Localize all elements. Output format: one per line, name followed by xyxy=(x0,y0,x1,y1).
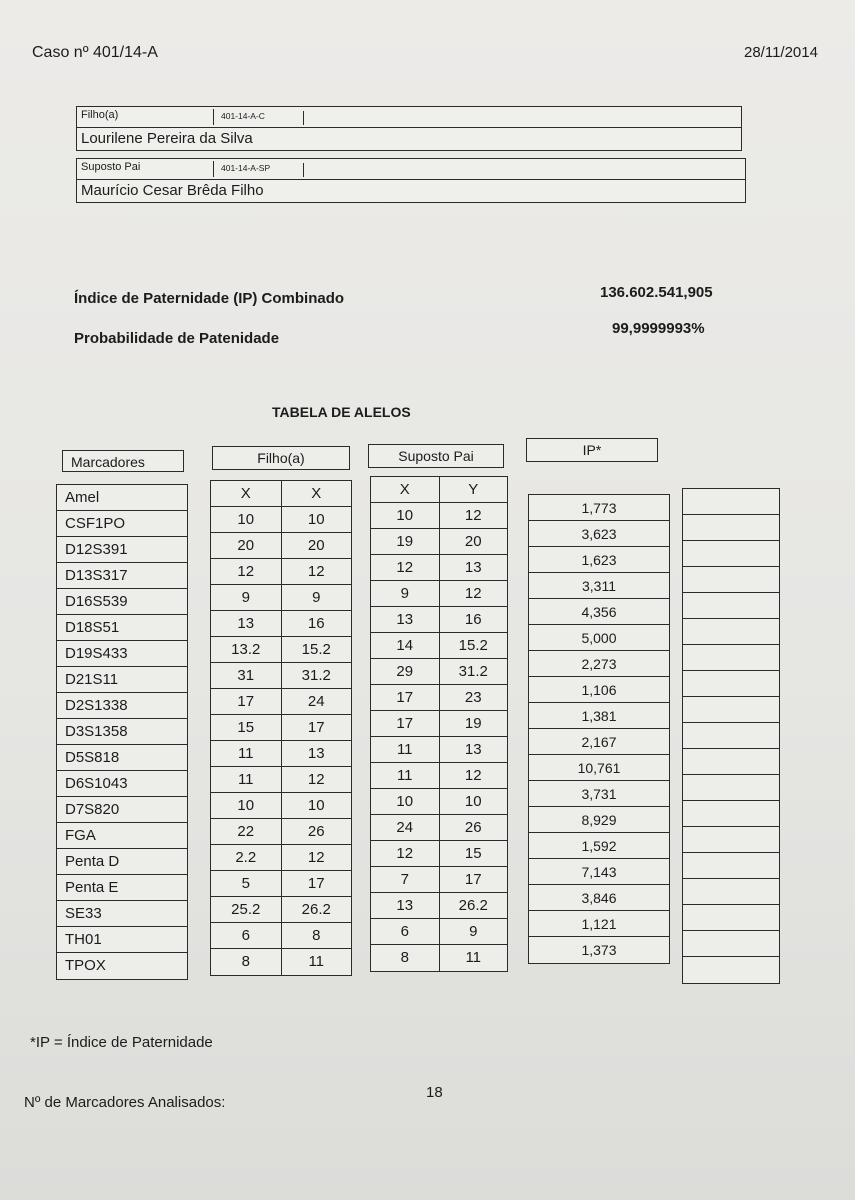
blank-cell xyxy=(683,541,779,567)
father-allele-row xyxy=(371,477,507,503)
marker-cell: D5S818 xyxy=(57,745,187,771)
father-allele-row xyxy=(371,763,507,789)
child-code: 401-14-A-C xyxy=(221,111,304,125)
child-allele-row xyxy=(211,533,351,559)
child-allele-cell: 26 xyxy=(307,823,325,840)
father-allele-cell: 7 xyxy=(371,867,440,892)
blank-cell xyxy=(683,671,779,697)
father-code: 401-14-A-SP xyxy=(221,163,304,177)
father-allele-cell: 29 xyxy=(371,659,440,684)
marker-cell: CSF1PO xyxy=(57,511,187,537)
probability-label: Probabilidade de Patenidade xyxy=(74,330,280,347)
marker-cell: D7S820 xyxy=(57,797,187,823)
father-allele-cell: 15.2 xyxy=(458,637,488,654)
child-allele-row xyxy=(211,819,351,845)
child-allele-row xyxy=(211,949,351,975)
child-allele-cell: 15.2 xyxy=(301,641,331,658)
blank-cell xyxy=(683,853,779,879)
blank-cell xyxy=(683,775,779,801)
marker-cell: Amel xyxy=(57,485,187,511)
father-allele-row xyxy=(371,607,507,633)
marker-cell: TPOX xyxy=(65,957,106,974)
father-allele-cell: 13 xyxy=(371,607,440,632)
ip-cell: 1,623 xyxy=(529,547,669,573)
father-allele-cell: 24 xyxy=(371,815,440,840)
child-allele-cell: 13.2 xyxy=(211,637,282,662)
blank-column xyxy=(682,488,780,984)
markers-column xyxy=(56,484,188,980)
child-allele-cell: 22 xyxy=(211,819,282,844)
child-allele-cell: 5 xyxy=(211,871,282,896)
blank-cell xyxy=(683,697,779,723)
child-allele-cell: 12 xyxy=(307,849,325,866)
marker-cell: Penta E xyxy=(57,875,187,901)
father-allele-cell: 14 xyxy=(371,633,440,658)
ip-value: 136.602.541,905 xyxy=(600,284,713,301)
marker-cell: SE33 xyxy=(57,901,187,927)
child-allele-cell: 11 xyxy=(211,741,282,766)
father-allele-row xyxy=(371,945,507,971)
ip-column xyxy=(528,494,670,964)
marker-cell: FGA xyxy=(57,823,187,849)
ip-cell: 3,623 xyxy=(529,521,669,547)
father-allele-row xyxy=(371,789,507,815)
marker-cell: D19S433 xyxy=(57,641,187,667)
father-allele-cell: 12 xyxy=(371,555,440,580)
father-allele-cell: X xyxy=(371,477,440,502)
ip-label: Índice de Paternidade (IP) Combinado xyxy=(74,290,345,307)
father-allele-row xyxy=(371,529,507,555)
child-allele-row xyxy=(211,793,351,819)
ip-cell: 10,761 xyxy=(529,755,669,781)
child-allele-row xyxy=(211,767,351,793)
child-allele-cell: 11 xyxy=(308,953,325,970)
case-number: Caso nº 401/14-A xyxy=(32,44,158,61)
father-allele-cell: 12 xyxy=(464,767,482,784)
child-label: Filho(a) xyxy=(81,109,214,125)
report-date: 28/11/2014 xyxy=(744,44,818,61)
child-allele-cell: 12 xyxy=(307,771,325,788)
child-allele-cell: 10 xyxy=(307,797,325,814)
child-allele-cell: 15 xyxy=(211,715,282,740)
father-label: Suposto Pai xyxy=(81,161,214,177)
father-allele-row xyxy=(371,841,507,867)
father-allele-cell: 13 xyxy=(464,559,482,576)
father-allele-cell: 12 xyxy=(464,585,482,602)
ip-cell: 3,311 xyxy=(529,573,669,599)
father-allele-cell: 23 xyxy=(464,689,482,706)
ip-cell: 8,929 xyxy=(529,807,669,833)
child-allele-cell: 17 xyxy=(307,719,325,736)
child-allele-row xyxy=(211,923,351,949)
ip-cell: 1,121 xyxy=(529,911,669,937)
marker-cell: D2S1338 xyxy=(57,693,187,719)
child-allele-cell: 10 xyxy=(211,793,282,818)
father-allele-cell: 10 xyxy=(371,503,440,528)
father-allele-cell: 8 xyxy=(371,945,440,971)
child-allele-cell: 20 xyxy=(307,537,325,554)
father-allele-cell: 31.2 xyxy=(458,663,488,680)
ip-footnote: *IP = Índice de Paternidade xyxy=(30,1034,213,1051)
header-filho: Filho(a) xyxy=(212,446,350,470)
father-id-box xyxy=(76,158,746,203)
blank-cell xyxy=(683,593,779,619)
child-allele-row xyxy=(211,871,351,897)
ip-cell: 3,846 xyxy=(529,885,669,911)
ip-cell: 1,592 xyxy=(529,833,669,859)
child-allele-row xyxy=(211,559,351,585)
blank-cell xyxy=(683,879,779,905)
header-pai: Suposto Pai xyxy=(368,444,504,468)
child-allele-row xyxy=(211,741,351,767)
father-allele-row xyxy=(371,659,507,685)
blank-cell xyxy=(683,619,779,645)
father-allele-row xyxy=(371,815,507,841)
father-allele-cell: 12 xyxy=(371,841,440,866)
child-allele-row xyxy=(211,689,351,715)
father-allele-cell: 20 xyxy=(464,533,482,550)
blank-cell xyxy=(683,801,779,827)
child-allele-cell: 8 xyxy=(211,949,282,975)
ip-cell: 7,143 xyxy=(529,859,669,885)
child-allele-cell: X xyxy=(211,481,282,506)
child-allele-row xyxy=(211,637,351,663)
father-allele-cell: 17 xyxy=(371,711,440,736)
father-allele-cell: 11 xyxy=(465,949,482,966)
blank-cell xyxy=(683,827,779,853)
child-allele-cell: 20 xyxy=(211,533,282,558)
father-allele-cell: 11 xyxy=(371,763,440,788)
father-allele-row xyxy=(371,737,507,763)
ip-cell: 2,167 xyxy=(529,729,669,755)
child-allele-cell: 10 xyxy=(307,511,325,528)
child-allele-cell: 26.2 xyxy=(301,901,331,918)
marker-cell: Penta D xyxy=(57,849,187,875)
father-allele-cell: 11 xyxy=(371,737,440,762)
marker-cell: D18S51 xyxy=(57,615,187,641)
father-allele-cell: Y xyxy=(468,481,479,498)
child-allele-cell: 11 xyxy=(211,767,282,792)
child-alleles-column xyxy=(210,480,352,976)
child-allele-cell: 8 xyxy=(312,927,321,944)
probability-value: 99,9999993% xyxy=(612,320,705,337)
child-allele-cell: 16 xyxy=(307,615,325,632)
father-allele-cell: 13 xyxy=(371,893,440,918)
child-allele-row xyxy=(211,481,351,507)
father-allele-cell: 26.2 xyxy=(458,897,488,914)
child-allele-cell: 12 xyxy=(307,563,325,580)
father-allele-row xyxy=(371,867,507,893)
child-allele-cell: 13 xyxy=(211,611,282,636)
father-allele-row xyxy=(371,711,507,737)
father-allele-cell: 6 xyxy=(371,919,440,944)
marker-cell: D13S317 xyxy=(57,563,187,589)
father-allele-row xyxy=(371,685,507,711)
blank-cell xyxy=(683,515,779,541)
father-allele-cell: 17 xyxy=(371,685,440,710)
father-allele-row xyxy=(371,919,507,945)
marker-cell: D21S11 xyxy=(57,667,187,693)
ip-cell: 1,773 xyxy=(529,495,669,521)
father-allele-cell: 10 xyxy=(371,789,440,814)
child-allele-cell: 6 xyxy=(211,923,282,948)
father-allele-row xyxy=(371,503,507,529)
blank-cell xyxy=(683,749,779,775)
father-allele-row xyxy=(371,893,507,919)
blank-cell xyxy=(683,905,779,931)
child-id-box xyxy=(76,106,742,151)
father-allele-row xyxy=(371,581,507,607)
father-allele-cell: 19 xyxy=(464,715,482,732)
father-name: Maurício Cesar Brêda Filho xyxy=(81,182,264,199)
marker-cell: D12S391 xyxy=(57,537,187,563)
child-allele-cell: 12 xyxy=(211,559,282,584)
blank-cell xyxy=(683,957,779,983)
father-allele-cell: 26 xyxy=(464,819,482,836)
child-allele-cell: 25.2 xyxy=(211,897,282,922)
ip-cell: 2,273 xyxy=(529,651,669,677)
child-allele-cell: 31.2 xyxy=(301,667,331,684)
father-allele-cell: 17 xyxy=(464,871,482,888)
markers-count-value: 18 xyxy=(426,1084,443,1101)
table-title: TABELA DE ALELOS xyxy=(272,404,411,420)
child-allele-cell: 2.2 xyxy=(211,845,282,870)
child-allele-row xyxy=(211,715,351,741)
child-allele-row xyxy=(211,663,351,689)
father-allele-cell: 16 xyxy=(464,611,482,628)
child-allele-row xyxy=(211,845,351,871)
father-allele-cell: 9 xyxy=(371,581,440,606)
father-allele-cell: 19 xyxy=(371,529,440,554)
marker-cell: D16S539 xyxy=(57,589,187,615)
marker-cell: D6S1043 xyxy=(57,771,187,797)
father-alleles-column xyxy=(370,476,508,972)
child-allele-cell: 9 xyxy=(312,589,321,606)
father-allele-row xyxy=(371,555,507,581)
child-allele-cell: 17 xyxy=(211,689,282,714)
father-allele-cell: 10 xyxy=(464,793,482,810)
blank-cell xyxy=(683,567,779,593)
marker-cell: D3S1358 xyxy=(57,719,187,745)
father-allele-cell: 13 xyxy=(464,741,482,758)
child-allele-row xyxy=(211,897,351,923)
father-allele-cell: 15 xyxy=(464,845,482,862)
child-allele-cell: 31 xyxy=(211,663,282,688)
ip-cell: 1,381 xyxy=(529,703,669,729)
markers-count-label: Nº de Marcadores Analisados: xyxy=(24,1094,226,1111)
father-allele-row xyxy=(371,633,507,659)
child-allele-cell: 17 xyxy=(307,875,325,892)
ip-cell: 1,106 xyxy=(529,677,669,703)
father-allele-cell: 12 xyxy=(464,507,482,524)
child-allele-row xyxy=(211,611,351,637)
ip-cell: 5,000 xyxy=(529,625,669,651)
ip-cell: 3,731 xyxy=(529,781,669,807)
child-allele-cell: 24 xyxy=(307,693,325,710)
ip-cell: 4,356 xyxy=(529,599,669,625)
child-allele-cell: 9 xyxy=(211,585,282,610)
header-marcadores: Marcadores xyxy=(62,450,184,472)
blank-cell xyxy=(683,645,779,671)
father-allele-cell: 9 xyxy=(469,923,478,940)
child-allele-cell: 13 xyxy=(307,745,325,762)
child-allele-row xyxy=(211,507,351,533)
child-allele-cell: 10 xyxy=(211,507,282,532)
header-ip: IP* xyxy=(526,438,658,462)
blank-cell xyxy=(683,489,779,515)
blank-cell xyxy=(683,931,779,957)
ip-cell: 1,373 xyxy=(581,942,617,958)
marker-cell: TH01 xyxy=(57,927,187,953)
child-allele-cell: X xyxy=(311,485,322,502)
child-allele-row xyxy=(211,585,351,611)
child-name: Lourilene Pereira da Silva xyxy=(81,130,253,147)
blank-cell xyxy=(683,723,779,749)
